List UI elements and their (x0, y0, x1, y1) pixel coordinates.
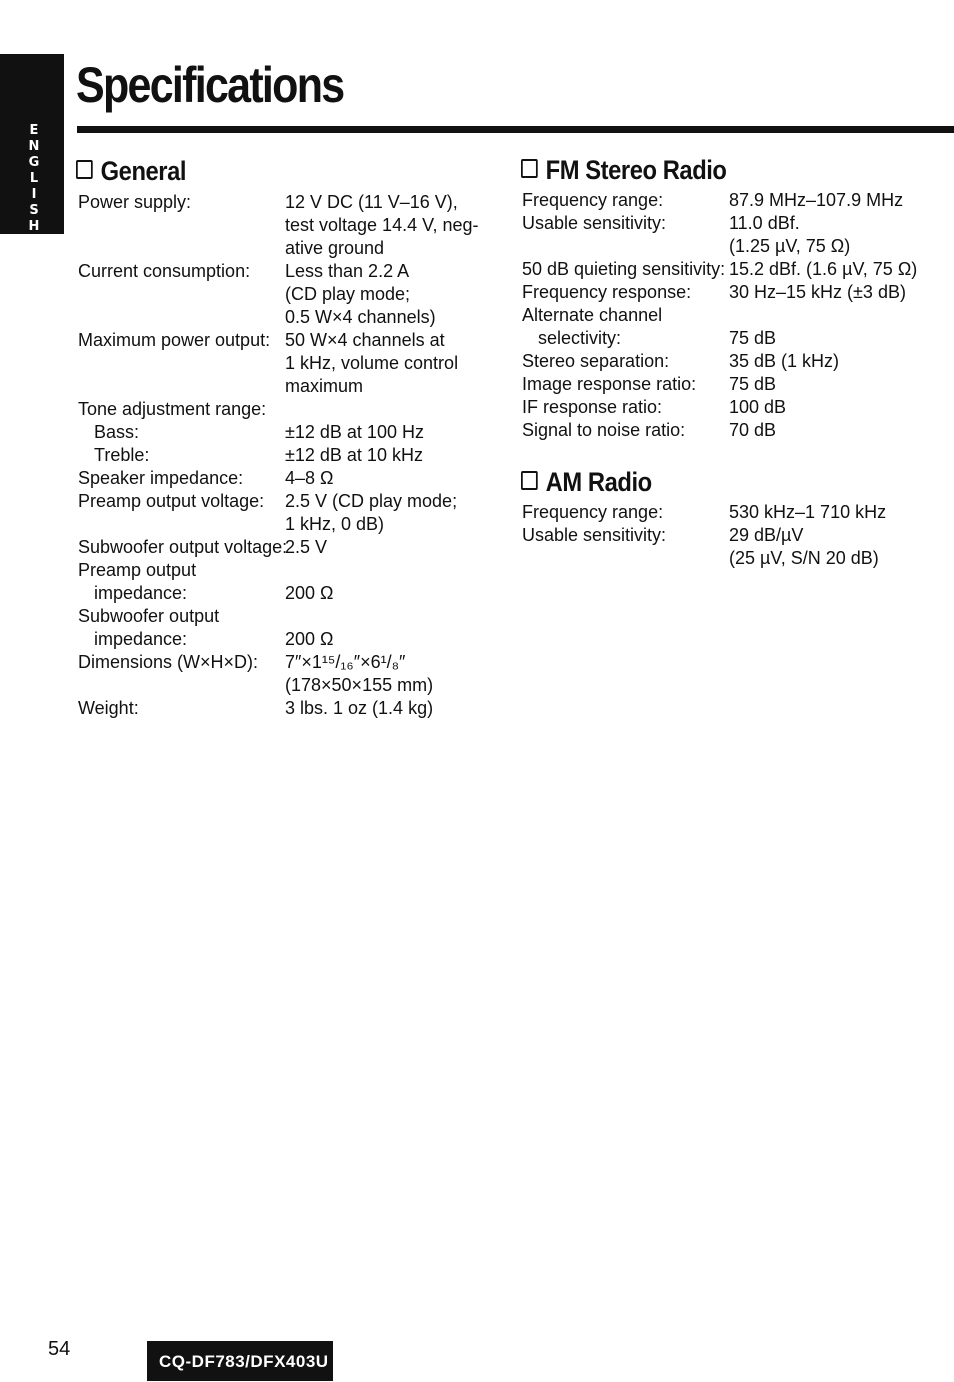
spec-label: Bass: (94, 422, 140, 442)
spec-label: Weight: (78, 698, 139, 718)
spec-label: Subwoofer output voltage: (78, 537, 288, 557)
am-heading (521, 467, 652, 498)
spec-value: 1 kHz, 0 dB) (285, 514, 385, 534)
checkbox-square-icon (76, 160, 93, 179)
spec-label: Power supply: (78, 192, 192, 212)
spec-value: 30 Hz–15 kHz (±3 dB) (729, 282, 906, 302)
spec-value: 200 Ω (285, 583, 334, 603)
side-page-number: 39 (22, 254, 42, 270)
am-heading-text: AM Radio (545, 467, 652, 497)
spec-label: impedance: (94, 583, 188, 603)
spec-value: 35 dB (1 kHz) (729, 351, 840, 371)
side-letter: I (31, 187, 37, 202)
page-title: Specifications (76, 57, 344, 113)
page-number: 54 (48, 1338, 71, 1360)
spec-label: Frequency response: (522, 282, 692, 302)
spec-value: 70 dB (729, 420, 777, 440)
spec-label: Dimensions (W×H×D): (78, 652, 259, 672)
spec-label: IF response ratio: (522, 397, 663, 417)
spec-value: 4–8 Ω (285, 468, 334, 488)
spec-value: 530 kHz–1 710 kHz (729, 502, 887, 522)
spec-label: impedance: (94, 629, 188, 649)
spec-value: (CD play mode; (285, 284, 411, 304)
side-letter: N (28, 139, 40, 154)
spec-value: Less than 2.2 A (285, 261, 410, 281)
spec-label: Alternate channel (522, 305, 663, 325)
spec-value: 87.9 MHz–107.9 MHz (729, 190, 904, 210)
spec-value: 200 Ω (285, 629, 334, 649)
spec-value: 1 kHz, volume control (285, 353, 459, 373)
spec-value: 11.0 dBf. (729, 213, 800, 233)
side-letter: H (28, 219, 40, 234)
spec-value: 15.2 dBf. (1.6 µV, 75 Ω) (729, 259, 918, 279)
spec-label: Maximum power output: (78, 330, 271, 350)
spec-label: Frequency range: (522, 502, 664, 522)
spec-value: 75 dB (729, 328, 777, 348)
spec-label: Image response ratio: (522, 374, 697, 394)
fm-heading (521, 155, 727, 186)
language-label (0, 124, 64, 236)
spec-value: 2.5 V (CD play mode; (285, 491, 458, 511)
title-rule (77, 126, 954, 133)
spec-value: ative ground (285, 238, 385, 258)
spec-value: 0.5 W×4 channels) (285, 307, 436, 327)
spec-label: Signal to noise ratio: (522, 420, 686, 440)
side-letter: S (29, 203, 39, 218)
spec-label: Tone adjustment range: (78, 399, 267, 419)
spec-value: 7″×1¹⁵/₁₆″×6¹/₈″ (285, 652, 406, 672)
spec-label: Subwoofer output (78, 606, 220, 626)
spec-value: (1.25 µV, 75 Ω) (729, 236, 851, 256)
spec-value: 50 W×4 channels at (285, 330, 445, 350)
side-letter: E (29, 123, 39, 138)
spec-value: ±12 dB at 10 kHz (285, 445, 423, 465)
model-label-box (147, 1341, 333, 1381)
spec-value: maximum (285, 376, 364, 396)
spec-value: 100 dB (729, 397, 787, 417)
spec-value: ±12 dB at 100 Hz (285, 422, 424, 442)
side-letter: G (28, 155, 40, 170)
spec-value: 29 dB/µV (729, 525, 804, 545)
general-heading-text: General (100, 156, 187, 186)
spec-label: Stereo separation: (522, 351, 670, 371)
checkbox-square-icon (521, 159, 538, 178)
spec-label: 50 dB quieting sensitivity: (522, 259, 726, 279)
language-side-tab (0, 54, 64, 270)
general-heading (76, 156, 186, 187)
spec-label: Preamp output (78, 560, 197, 580)
checkbox-square-icon (521, 471, 538, 490)
spec-value: 3 lbs. 1 oz (1.4 kg) (285, 698, 434, 718)
spec-value: test voltage 14.4 V, neg- (285, 215, 479, 235)
spec-value: (25 µV, S/N 20 dB) (729, 548, 879, 568)
spec-label: Usable sensitivity: (522, 213, 667, 233)
fm-heading-text: FM Stereo Radio (545, 155, 727, 185)
spec-label: selectivity: (538, 328, 622, 348)
spec-label: Usable sensitivity: (522, 525, 667, 545)
model-label: CQ-DF783/DFX403U (159, 1352, 329, 1371)
spec-value: 12 V DC (11 V–16 V), (285, 192, 458, 212)
spec-label: Treble: (94, 445, 150, 465)
side-letter: L (29, 171, 39, 186)
spec-value: (178×50×155 mm) (285, 675, 434, 695)
spec-label: Preamp output voltage: (78, 491, 265, 511)
spec-label: Speaker impedance: (78, 468, 244, 488)
spec-label: Frequency range: (522, 190, 664, 210)
spec-value: 75 dB (729, 374, 777, 394)
spec-label: Current consumption: (78, 261, 251, 281)
spec-value: 2.5 V (285, 537, 328, 557)
